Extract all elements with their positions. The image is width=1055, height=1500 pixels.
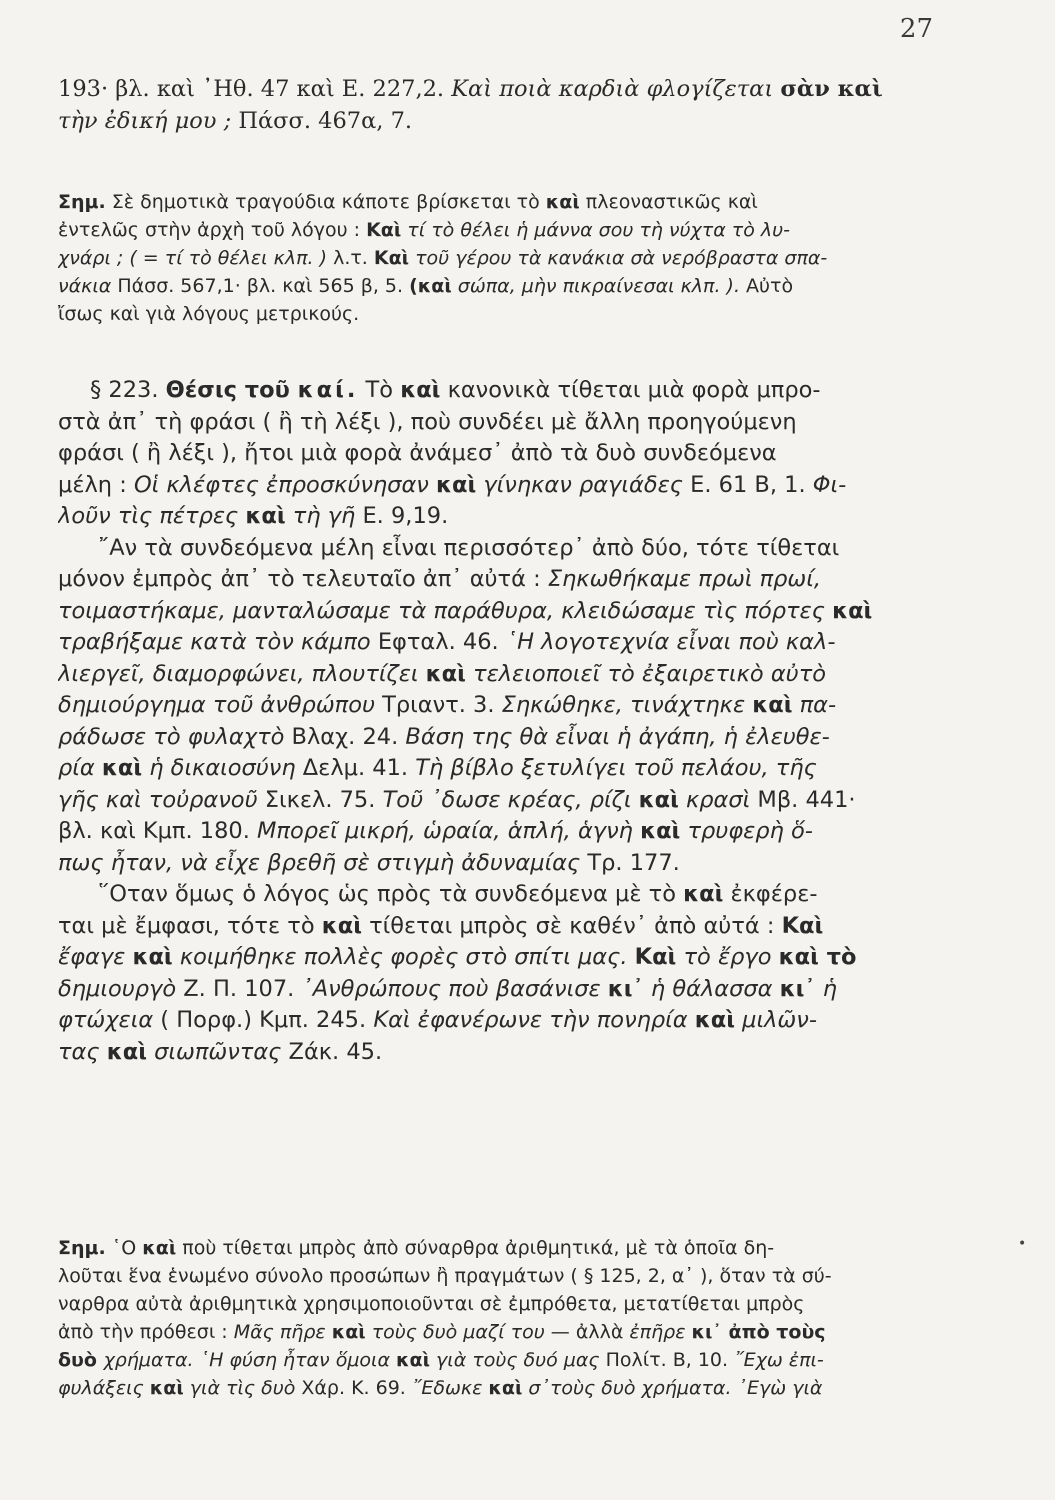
- text-run: καὶ: [106, 1038, 147, 1065]
- text-line: [58, 974, 943, 1006]
- text-run: Δελμ. 41.: [295, 755, 416, 781]
- text-line: [58, 407, 943, 439]
- text-run: τίθεται μπρὸς σὲ καθέν᾽ ἀπὸ αὐτά :: [361, 912, 782, 939]
- text-run: καὶ: [425, 660, 466, 687]
- text-line: [58, 564, 943, 596]
- text-run: καὶ: [149, 1377, 184, 1399]
- text-line: [58, 533, 943, 565]
- text-run: σιωπῶντας: [146, 1038, 282, 1065]
- text-run: ῞Οταν ὅμως ὁ λόγος ὡς πρὸς τὰ συνδεόμενα μὲ τὸ: [98, 881, 684, 907]
- text-run: δυὸ: [58, 1349, 104, 1371]
- text-line: [58, 942, 943, 974]
- text-run: κι᾽: [607, 975, 644, 1002]
- text-run: φυλάξεις: [58, 1377, 150, 1399]
- text-line: [58, 244, 943, 272]
- text-run: Φι-: [812, 471, 847, 498]
- text-run: λοῦν τὶς πέτρες: [58, 503, 246, 529]
- margin-dot: •: [1018, 1236, 1027, 1252]
- page-number: 27: [899, 14, 933, 44]
- text-run: (καὶ: [409, 275, 452, 297]
- text-run: Καὶ ποιὰ καρδιὰ φλογίζεται: [451, 76, 781, 102]
- text-run: Τρ. 177.: [580, 849, 680, 876]
- text-run: τί τὸ θέλει ἡ μάννα σου τὴ νύχτα τὸ λυ-: [401, 219, 790, 241]
- text-line: [58, 188, 943, 216]
- text-line: [58, 848, 943, 880]
- text-run: — ἀλλὰ: [544, 1321, 630, 1343]
- text-run: τρυφερὴ ὅ-: [680, 818, 813, 844]
- text-line: [58, 1234, 943, 1262]
- text-run: σ᾽τοὺς δυὸ: [522, 1377, 636, 1399]
- text-run: μέλη :: [58, 471, 134, 498]
- text-run: Τὸ: [358, 377, 401, 403]
- text-run: Οἱ κλέφτες ἐπροσκύνησαν: [133, 471, 436, 498]
- text-run: καὶ: [638, 786, 679, 813]
- text-run: ἔφαγε: [58, 944, 133, 970]
- text-run: Ζ. Π. 107.: [176, 975, 302, 1002]
- text-run: φτώχεια: [58, 1007, 154, 1033]
- text-run: καὶ: [396, 1349, 430, 1371]
- text-run: τοῦ γέρου τὰ κανάκια σὰ νερόβραστα σπα-: [409, 247, 828, 269]
- text-run: ἀπὸ τὴν πρόθεσι :: [58, 1321, 234, 1343]
- text-run: ἡ δικαιοσύνη: [142, 755, 296, 781]
- text-line: [58, 470, 943, 502]
- text-run: ἐπῆρε: [629, 1321, 692, 1343]
- text-run: καὶ: [101, 755, 143, 781]
- text-run: Μβ. 441·: [750, 786, 856, 813]
- text-run: καὶ: [142, 1237, 177, 1259]
- text-run: Πάσσ. 567,1· βλ. καὶ 565 β, 5.: [111, 275, 410, 297]
- text-line: [58, 879, 943, 911]
- text-run: δημιουργὸ: [58, 975, 177, 1002]
- text-run: Εφταλ. 46.: [370, 629, 506, 655]
- text-run: ῎Εχω ἐπι-: [734, 1349, 824, 1371]
- text-run: ἡ θάλασσα: [643, 975, 780, 1002]
- text-line: [58, 785, 943, 817]
- note-paragraph-1: [58, 188, 943, 328]
- text-line: [58, 753, 943, 785]
- text-run: χνάρι ; ( = τί τὸ θέλει κλπ. ): [58, 247, 328, 269]
- text-line: [58, 501, 943, 533]
- text-run: Καὶ: [373, 247, 410, 269]
- text-run: λιεργεῖ, διαμορφώνει, πλουτίζει: [58, 660, 426, 687]
- text-run: ναρθρα αὐτὰ ἀριθμητικὰ χρησιμοποιοῦνται σὲ ἐμπρόθετα, μετατίθεται μπρὸς: [58, 1293, 805, 1315]
- text-run: 193· βλ. καὶ ᾽Ηθ. 47 καὶ Ε. 227,2.: [58, 76, 452, 102]
- text-line: [58, 1346, 943, 1374]
- text-run: ῎Εδωκε: [411, 1377, 489, 1399]
- text-run: Καὶ: [366, 219, 402, 241]
- text-run: καὶ: [683, 881, 724, 907]
- text-line: [58, 300, 943, 328]
- text-run: γιὰ τὶς δυὸ: [183, 1377, 296, 1399]
- text-run: ρία: [58, 755, 102, 781]
- text-run: γῆς καὶ τοὐρανοῦ: [58, 786, 258, 813]
- text-run: γιὰ τοὺς δυό μας: [430, 1349, 600, 1371]
- text-line: [58, 1318, 943, 1346]
- text-run: πλεοναστικῶς καὶ: [579, 191, 758, 213]
- text-run: πως ἦταν, νὰ εἶχε βρεθῆ σὲ στιγμὴ ἀδυναμίας: [58, 849, 581, 876]
- text-line: [58, 216, 943, 244]
- text-run: Μᾶς πῆρε: [233, 1321, 332, 1343]
- text-run: καὶ: [694, 1007, 736, 1033]
- text-run: καὶ: [436, 471, 477, 498]
- text-run: ἴσως καὶ γιὰ λόγους μετρικούς.: [58, 303, 360, 325]
- text-run: ράδωσε τὸ φυλαχτὸ: [58, 723, 285, 750]
- text-line: [58, 1374, 943, 1402]
- text-line: [58, 438, 943, 470]
- text-run: τελειοποιεῖ τὸ ἐξαιρετικὸ αὐτὸ: [465, 660, 827, 687]
- text-run: ἐκφέρε-: [723, 881, 818, 907]
- text-run: καὶ: [321, 912, 362, 939]
- text-run: καὶ: [752, 692, 793, 718]
- text-run: τοὺς δυὸ: [365, 1321, 464, 1343]
- text-run: ῾Η λογοτεχνία εἶναι ποὺ καλ-: [505, 629, 836, 655]
- text-run: Ε. 9,19.: [355, 503, 449, 529]
- text-run: Σηκώθηκε, τινάχτηκε: [501, 692, 753, 718]
- text-run: τὴ γῆ: [285, 503, 356, 529]
- text-run: Σηκωθήκαμε πρωὶ πρωί,: [547, 566, 822, 592]
- text-run: Ε. 61 Β, 1.: [682, 471, 813, 498]
- text-run: καὶ: [132, 944, 173, 970]
- text-run: Πάσσ. 467α, 7.: [231, 107, 413, 134]
- text-run: λ.τ.: [327, 247, 374, 269]
- text-run: δημιούργημα τοῦ ἀνθρώπου: [58, 692, 375, 718]
- text-line: [58, 1005, 943, 1037]
- text-run: Καὶ: [781, 912, 824, 939]
- section-223: [58, 375, 943, 1068]
- continued-paragraph: [58, 74, 943, 137]
- text-run: Καὶ ἐφανέρωνε τὴν πονηρία: [373, 1007, 695, 1033]
- text-run: κανονικὰ τίθεται μιὰ φορὰ μπρο-: [440, 377, 821, 403]
- text-run: Καὶ: [634, 944, 677, 970]
- text-run: Τοῦ ᾽δωσε κρέας, ρίζι: [382, 786, 639, 813]
- text-run: βλ. καὶ Κμπ. 180.: [58, 818, 258, 844]
- text-run: κρασὶ: [678, 786, 751, 813]
- text-run: Τριαντ. 3.: [375, 692, 502, 718]
- text-run: Σικελ. 75.: [257, 786, 383, 813]
- text-line: [58, 627, 943, 659]
- text-run: Τὴ βίβλο ξετυλίγει τοῦ πελάου, τῆς: [415, 755, 817, 781]
- text-run: ἡ: [815, 975, 838, 1002]
- text-run: καὶ: [400, 377, 441, 403]
- text-line: [58, 722, 943, 754]
- text-run: Πολίτ. Β, 10.: [599, 1349, 735, 1371]
- text-run: τραβήξαμε κατὰ τὸν κάμπο: [58, 629, 371, 655]
- text-run: Αὐτὸ: [739, 275, 794, 297]
- text-line: [58, 1290, 943, 1318]
- text-run: καὶ: [640, 818, 681, 844]
- text-run: καὶ: [488, 1377, 523, 1399]
- text-run: κι᾽ ἀπὸ τοὺς: [691, 1321, 826, 1343]
- text-run: καὶ: [545, 191, 580, 213]
- text-run: ( Πορφ.) Κμπ. 245.: [153, 1007, 374, 1033]
- text-run: μιλῶν-: [735, 1007, 817, 1033]
- text-run: Μπορεῖ μικρή, ὡραία, ἁπλή, ἁγνὴ: [257, 818, 641, 844]
- text-line: [58, 596, 943, 628]
- text-run: στὰ ἀπ᾽ τὴ φράσι ( ἢ τὴ λέξι ), ποὺ συνδέει μὲ ἄλλη προηγούμενη: [58, 408, 797, 435]
- text-run: κι᾽: [779, 975, 816, 1002]
- text-run: ῎Αν τὰ συνδεόμενα μέλη εἶναι περισσότερ᾽ ἀπὸ δύο, τότε τίθεται: [98, 534, 840, 561]
- text-run: τοιμαστήκαμε, μανταλώσαμε τὰ παράθυρα, κλειδώσαμε τὶς πόρτες: [58, 597, 833, 624]
- text-run: § 223.: [90, 377, 166, 403]
- text-run: τὸ ἔργο: [676, 944, 779, 970]
- text-run: νάκια: [58, 275, 112, 297]
- text-run: καὶ τὸ: [778, 944, 857, 970]
- text-run: πα-: [792, 692, 837, 718]
- text-run: Σημ.: [58, 191, 106, 213]
- text-line: [58, 690, 943, 722]
- text-run: κοιμήθηκε πολλὲς φορὲς στὸ σπίτι μας.: [172, 944, 628, 970]
- text-run: Βλαχ. 24.: [284, 723, 406, 750]
- text-run: ᾽Ανθρώπους ποὺ βασάνισε: [301, 975, 608, 1002]
- text-run: τας: [58, 1038, 107, 1065]
- text-run: ἐντελῶς στὴν ἀρχὴ τοῦ λόγου :: [58, 219, 367, 241]
- text-run: τὴν ἐδική μου ;: [58, 107, 232, 134]
- text-run: Σημ.: [58, 1237, 106, 1259]
- text-line: [58, 106, 943, 138]
- text-run: γίνηκαν ραγιάδες: [476, 471, 683, 498]
- text-run: καὶ: [331, 1321, 366, 1343]
- text-run: ται μὲ ἔμφασι, τότε τὸ: [58, 912, 322, 939]
- text-run: χρήματα. ῾Η φύση ἦταν ὅμοια: [103, 1349, 397, 1371]
- text-run: ῾Ο: [105, 1237, 143, 1259]
- text-line: [58, 74, 943, 106]
- text-run: [628, 944, 635, 970]
- note-paragraph-2: [58, 1234, 943, 1402]
- text-line: [58, 1037, 943, 1069]
- text-line: [58, 1262, 943, 1290]
- text-run: σὰν καὶ: [780, 76, 883, 102]
- text-run: Θέσις τοῦ: [165, 377, 298, 403]
- text-run: ποὺ τίθεται μπρὸς ἀπὸ σύναρθρα ἀριθμητικά, μὲ τὰ ὁποῖα δη-: [176, 1237, 775, 1259]
- text-run: Βάση της θὰ εἶναι ἡ ἀγάπη, ἡ ἐλευθε-: [405, 723, 830, 750]
- text-run: λοῦται ἕνα ἑνωμένο σύνολο προσώπων ἢ πραγμάτων ( § 125, 2, α᾽ ), ὅταν τὰ σύ-: [58, 1265, 832, 1287]
- text-run: φράσι ( ἢ λέξι ), ἤτοι μιὰ φορὰ ἀνάμεσ᾽ ἀπὸ τὰ δυὸ συνδεόμενα: [58, 440, 777, 466]
- text-run: χρήματα. ᾽Εγὼ γιὰ: [641, 1377, 823, 1399]
- text-run: Χάρ. Κ. 69.: [295, 1377, 412, 1399]
- text-line: [58, 911, 943, 943]
- text-run: σώπα, μὴν πικραίνεσαι κλπ. ).: [451, 275, 740, 297]
- text-run: μόνον ἐμπρὸς ἀπ᾽ τὸ τελευταῖο ἀπ᾽ αὐτά :: [58, 566, 548, 592]
- text-run: καὶ: [245, 503, 286, 529]
- text-line: [58, 659, 943, 691]
- text-run: Σὲ δημοτικὰ τραγούδια κάποτε βρίσκεται τὸ: [105, 191, 546, 213]
- text-line: [58, 816, 943, 848]
- text-line: [58, 272, 943, 300]
- text-run: καί.: [297, 377, 359, 403]
- text-run: μαζί του: [463, 1321, 545, 1343]
- text-run: Ζάκ. 45.: [281, 1038, 383, 1065]
- text-run: καὶ: [832, 597, 873, 624]
- text-line: [58, 375, 943, 407]
